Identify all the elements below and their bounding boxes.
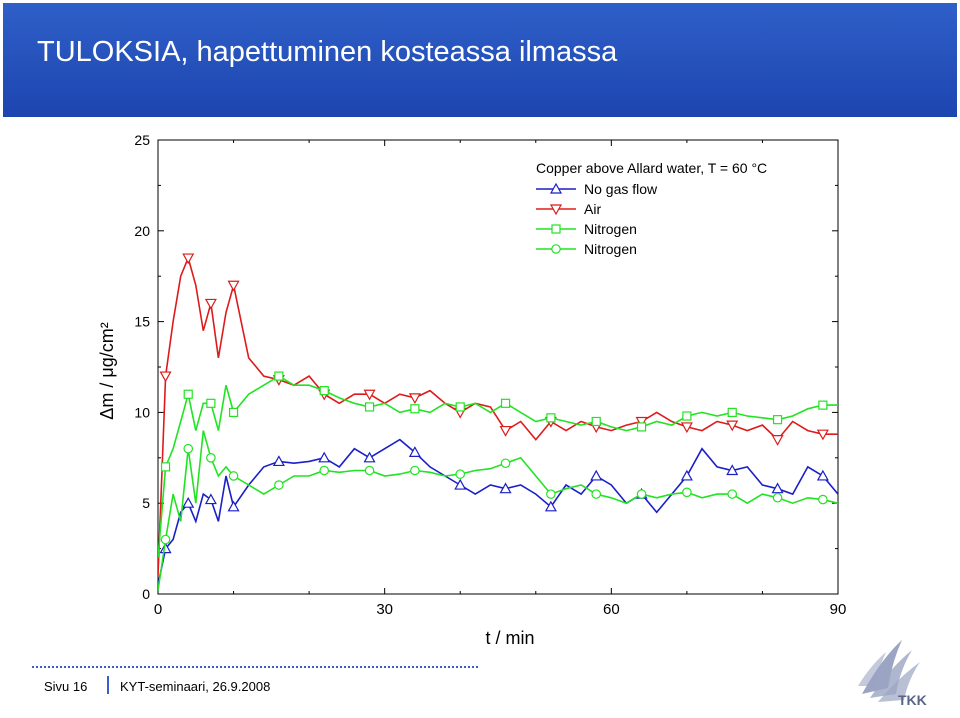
legend-title: Copper above Allard water, T = 60 °C bbox=[536, 160, 768, 176]
data-point bbox=[366, 403, 374, 411]
plot-frame bbox=[158, 140, 838, 594]
x-axis-label: t / min bbox=[485, 628, 535, 648]
slide-title: TULOKSIA, hapettuminen kosteassa ilmassa bbox=[37, 36, 618, 68]
data-point bbox=[456, 403, 464, 411]
tkk-logo bbox=[840, 628, 950, 714]
footer-event: KYT-seminaari, 26.9.2008 bbox=[120, 679, 271, 694]
footer-divider bbox=[32, 666, 478, 668]
data-point bbox=[183, 254, 193, 263]
data-point bbox=[591, 471, 601, 480]
legend-item bbox=[536, 181, 658, 197]
data-point bbox=[411, 405, 419, 413]
data-point bbox=[728, 408, 736, 416]
data-point bbox=[728, 490, 736, 498]
data-point bbox=[774, 416, 782, 424]
data-point bbox=[411, 466, 419, 474]
series-2 bbox=[158, 372, 838, 558]
data-point bbox=[502, 399, 510, 407]
data-point bbox=[184, 390, 192, 398]
y-tick-label: 25 bbox=[134, 132, 150, 148]
data-point bbox=[320, 466, 328, 474]
data-point bbox=[206, 299, 216, 308]
data-point bbox=[230, 408, 238, 416]
data-point bbox=[638, 423, 646, 431]
data-point bbox=[637, 490, 645, 498]
data-point bbox=[683, 412, 691, 420]
data-point bbox=[207, 399, 215, 407]
x-tick-label: 60 bbox=[602, 601, 620, 618]
y-tick-label: 0 bbox=[142, 586, 150, 602]
x-tick-label: 0 bbox=[153, 601, 163, 618]
series-0 bbox=[158, 440, 838, 585]
data-point bbox=[161, 372, 171, 381]
data-point bbox=[547, 490, 555, 498]
data-point bbox=[365, 453, 375, 462]
plot-area bbox=[158, 254, 838, 590]
data-point bbox=[773, 436, 783, 445]
data-point bbox=[229, 472, 237, 480]
x-tick-label: 90 bbox=[829, 601, 847, 618]
data-point bbox=[819, 401, 827, 409]
series-line bbox=[158, 431, 838, 591]
data-point bbox=[274, 456, 284, 465]
data-point bbox=[161, 535, 169, 543]
data-point bbox=[682, 471, 692, 480]
data-point bbox=[162, 463, 170, 471]
data-point bbox=[275, 481, 283, 489]
data-point bbox=[207, 454, 215, 462]
data-point bbox=[183, 498, 193, 507]
data-point bbox=[501, 459, 509, 467]
y-tick-label: 15 bbox=[134, 313, 150, 330]
series-line bbox=[158, 440, 838, 585]
data-point bbox=[683, 488, 691, 496]
data-point bbox=[592, 490, 600, 498]
legend-swatch-marker bbox=[552, 225, 560, 233]
y-tick-label: 20 bbox=[134, 222, 150, 239]
data-point bbox=[456, 470, 464, 478]
data-point bbox=[275, 372, 283, 380]
y-tick-label: 10 bbox=[134, 404, 150, 421]
legend-item bbox=[536, 201, 601, 217]
x-tick-label: 30 bbox=[376, 601, 394, 618]
legend-item bbox=[536, 241, 637, 257]
y-tick-label: 5 bbox=[142, 495, 150, 512]
data-point bbox=[319, 453, 329, 462]
data-point bbox=[184, 445, 192, 453]
data-point bbox=[455, 480, 465, 489]
data-point bbox=[818, 471, 828, 480]
legend-item bbox=[536, 221, 637, 237]
data-point bbox=[592, 417, 600, 425]
legend-label: Nitrogen bbox=[584, 241, 637, 257]
series-3 bbox=[158, 431, 838, 591]
legend-label: Nitrogen bbox=[584, 221, 637, 237]
footer-separator bbox=[107, 676, 109, 694]
data-point bbox=[773, 494, 781, 502]
data-point bbox=[206, 495, 216, 504]
legend-label: No gas flow bbox=[584, 181, 658, 197]
data-point bbox=[410, 394, 420, 403]
data-point bbox=[320, 387, 328, 395]
data-point bbox=[819, 495, 827, 503]
logo-text: TKK bbox=[898, 692, 927, 708]
legend-swatch-marker bbox=[552, 245, 560, 253]
data-point bbox=[365, 466, 373, 474]
data-point bbox=[547, 414, 555, 422]
y-axis-label: Δm / μg/cm² bbox=[97, 322, 117, 420]
data-point bbox=[501, 427, 511, 436]
data-point bbox=[229, 281, 239, 290]
series-line bbox=[158, 376, 838, 558]
legend-label: Air bbox=[584, 201, 602, 217]
footer-page-number: Sivu 16 bbox=[44, 679, 88, 694]
